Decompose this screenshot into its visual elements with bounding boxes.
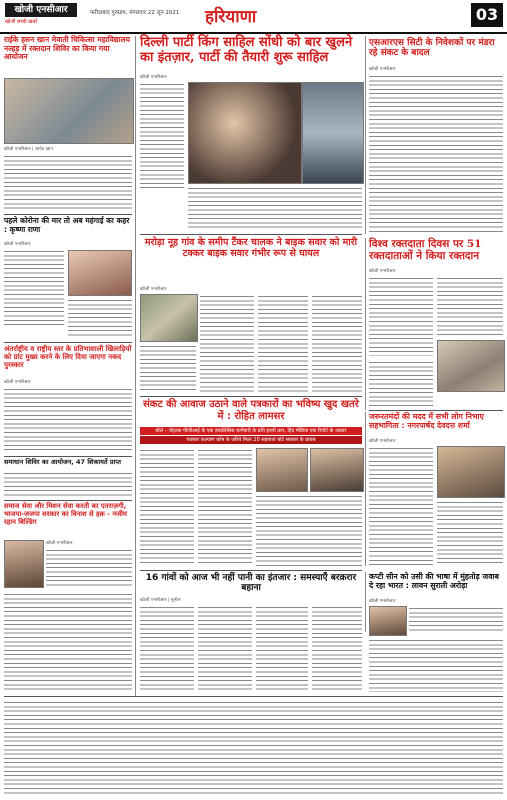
left3-body bbox=[4, 387, 132, 453]
villages-body-4 bbox=[312, 605, 362, 693]
accident-body-4 bbox=[312, 294, 362, 392]
reply-body-2 bbox=[369, 638, 503, 692]
top-mid-headline: दिल्ली पार्टी किंग साहिल सोंधी को बार खुलने का इंतज़ार, पार्टी की तैयारी शुरू साहिल bbox=[140, 35, 353, 65]
help-headline: जरूरतमंदों की मदद में सभी लोग निभाए सहभागिता : नगरपार्षद देवदत्त शर्मा bbox=[369, 412, 484, 430]
villages-body-3 bbox=[256, 605, 308, 693]
column-divider bbox=[365, 36, 366, 234]
left2-byline: खोजी एनसीआर bbox=[4, 242, 31, 247]
left2-body-2 bbox=[68, 298, 132, 338]
newspaper-logo: खोजी एनसीआर bbox=[5, 3, 77, 17]
left3-headline: अंतर्राष्ट्रीय व राष्ट्रीय स्तर के प्रतिभाशाली खिलाड़ियों को ग्रांट मुख्य करने के लिए दिया जाएगा नकद पुरस्कार bbox=[4, 345, 132, 370]
blood-day-body-2 bbox=[437, 276, 503, 336]
left1-byline: खोजी एनसीआर | जावेद खान bbox=[4, 147, 53, 152]
top-mid-byline: खोजी एनसीआर bbox=[140, 75, 167, 80]
help-body-1 bbox=[369, 446, 433, 566]
blood-day-body-3 bbox=[369, 360, 433, 408]
bottom-body bbox=[4, 700, 503, 794]
villages-headline: 16 गांवों को आज भी नहीं पानी का इंतजार : समस्याएँ बरक़रार बहाना bbox=[145, 573, 357, 594]
devdutt-sharma-photo bbox=[437, 446, 505, 498]
top-right-body bbox=[369, 74, 503, 232]
blood-day-body-1 bbox=[369, 276, 433, 356]
accident-byline: खोजी एनसीआर bbox=[140, 287, 167, 292]
journalists-body-2 bbox=[198, 448, 252, 566]
column-divider bbox=[365, 572, 366, 632]
tagline: खोजी सच्ची खबरें bbox=[5, 19, 38, 25]
tanker-photo bbox=[140, 294, 198, 342]
accident-body-3 bbox=[258, 294, 308, 392]
nazim-photo bbox=[4, 540, 44, 588]
left5-body bbox=[46, 548, 132, 588]
top-right-headline: एसआरएस सिटी के निवेशकों पर मंडरा रहे संकट के बादल bbox=[369, 38, 495, 59]
reply-byline: खोजी एनसीआर bbox=[369, 599, 396, 604]
journalists-subhead-1: बोले – रोहतक पीजीआई के एक डायलिसिस कर्मचारी के प्रति इतनी ठान, हिंद मीडिया एक रिपोर्ट के आधार bbox=[140, 427, 362, 435]
rohit-lamsar-photo bbox=[256, 448, 308, 492]
accident-body-1 bbox=[140, 344, 196, 392]
left4-headline: समाधान शिविर का आयोजन, 47 शिकायतें प्राप्त bbox=[4, 458, 121, 466]
journalists-headline: संकट की आवाज उठाने वाले पत्रकारों का भविष्य खुद खतरे में : रोहित लामसर bbox=[143, 399, 359, 422]
villages-body-2 bbox=[198, 605, 252, 693]
journalist-photo bbox=[310, 448, 364, 492]
masthead bbox=[0, 0, 507, 34]
lavan-arora-photo bbox=[369, 606, 407, 636]
divider bbox=[140, 396, 362, 397]
divider bbox=[140, 570, 362, 571]
divider bbox=[4, 500, 132, 501]
section-title: हरियाणा bbox=[205, 7, 257, 27]
divider bbox=[4, 214, 132, 215]
left4-body bbox=[4, 471, 132, 497]
blood-day-headline: विश्व रक्तदाता दिवस पर 51 रक्तदाताओं ने किया रक्तदान bbox=[369, 238, 482, 263]
party-photo bbox=[302, 82, 364, 184]
villages-byline: खोजी एनसीआर | सुनील bbox=[140, 598, 181, 603]
blood-day-byline: खोजी एनसीआर bbox=[369, 269, 396, 274]
top-mid-body-2 bbox=[188, 186, 362, 230]
top-mid-body-1 bbox=[140, 82, 184, 190]
reply-body-1 bbox=[409, 606, 503, 634]
journalists-body-3 bbox=[256, 494, 362, 566]
sahil-sondhi-photo bbox=[188, 82, 302, 184]
blood-donation-photo bbox=[437, 340, 505, 392]
column-divider bbox=[365, 412, 366, 566]
left1-headline: राईके हसन खान मेवाती चिकित्सा महाविद्यालय नल्हड़ में रक्तदान शिविर का किया गया आयोजन bbox=[4, 35, 130, 62]
left1-body bbox=[4, 154, 132, 210]
villages-body-1 bbox=[140, 605, 194, 693]
reply-headline: कप्टी सीन को उसी की भाषा में मुंहतोड़ जवाब दे रहा भारत : लावन सुराती अरोड़ा bbox=[369, 572, 500, 590]
left2-headline: पहले कोरोना की मार तो अब महंगाई का कहर : कृष्णा राणा bbox=[4, 216, 130, 234]
divider bbox=[4, 696, 503, 697]
divider bbox=[369, 410, 503, 411]
divider bbox=[4, 456, 132, 457]
left5-byline: खोजी एनसीआर bbox=[46, 541, 73, 546]
top-right-byline: खोजी एनसीआर bbox=[369, 67, 396, 72]
left2-body bbox=[4, 249, 64, 325]
krishna-rana-photo bbox=[68, 250, 132, 296]
blood-camp-photo bbox=[4, 78, 134, 144]
accident-headline: मरोड़ा नूह गांव के समीप टैंकर चालक ने बाइक सवार को मारी टक्कर बाइक सवार गंभीर रूप से घायल bbox=[144, 237, 358, 259]
help-byline: खोजी एनसीआर bbox=[369, 439, 396, 444]
page-number: 03 bbox=[471, 3, 503, 27]
journalists-body-1 bbox=[140, 448, 194, 566]
left5-headline: समाज सेवा और मिशन सेवा करती का एतराज़गी, भाजपा-जजपा सरकार का विनाश से हक़ - नजीम रहान बिल्डिंग bbox=[4, 502, 127, 526]
help-body-2 bbox=[437, 500, 503, 566]
accident-body-2 bbox=[200, 294, 254, 392]
divider bbox=[4, 342, 132, 343]
column-divider bbox=[365, 238, 366, 410]
journalists-subhead-2: पत्रकार कल्याण कोष के जरिये मिला 20 सहायता बांटें सरकार के प्रयास bbox=[140, 436, 362, 444]
left5-body-2 bbox=[4, 592, 132, 692]
column-divider bbox=[135, 36, 136, 696]
divider bbox=[140, 234, 362, 235]
dateline: फरीदाबाद गुरुग्राम, मंगलवार 22 जून 2021 bbox=[90, 10, 180, 16]
left3-byline: खोजी एनसीआर bbox=[4, 380, 31, 385]
